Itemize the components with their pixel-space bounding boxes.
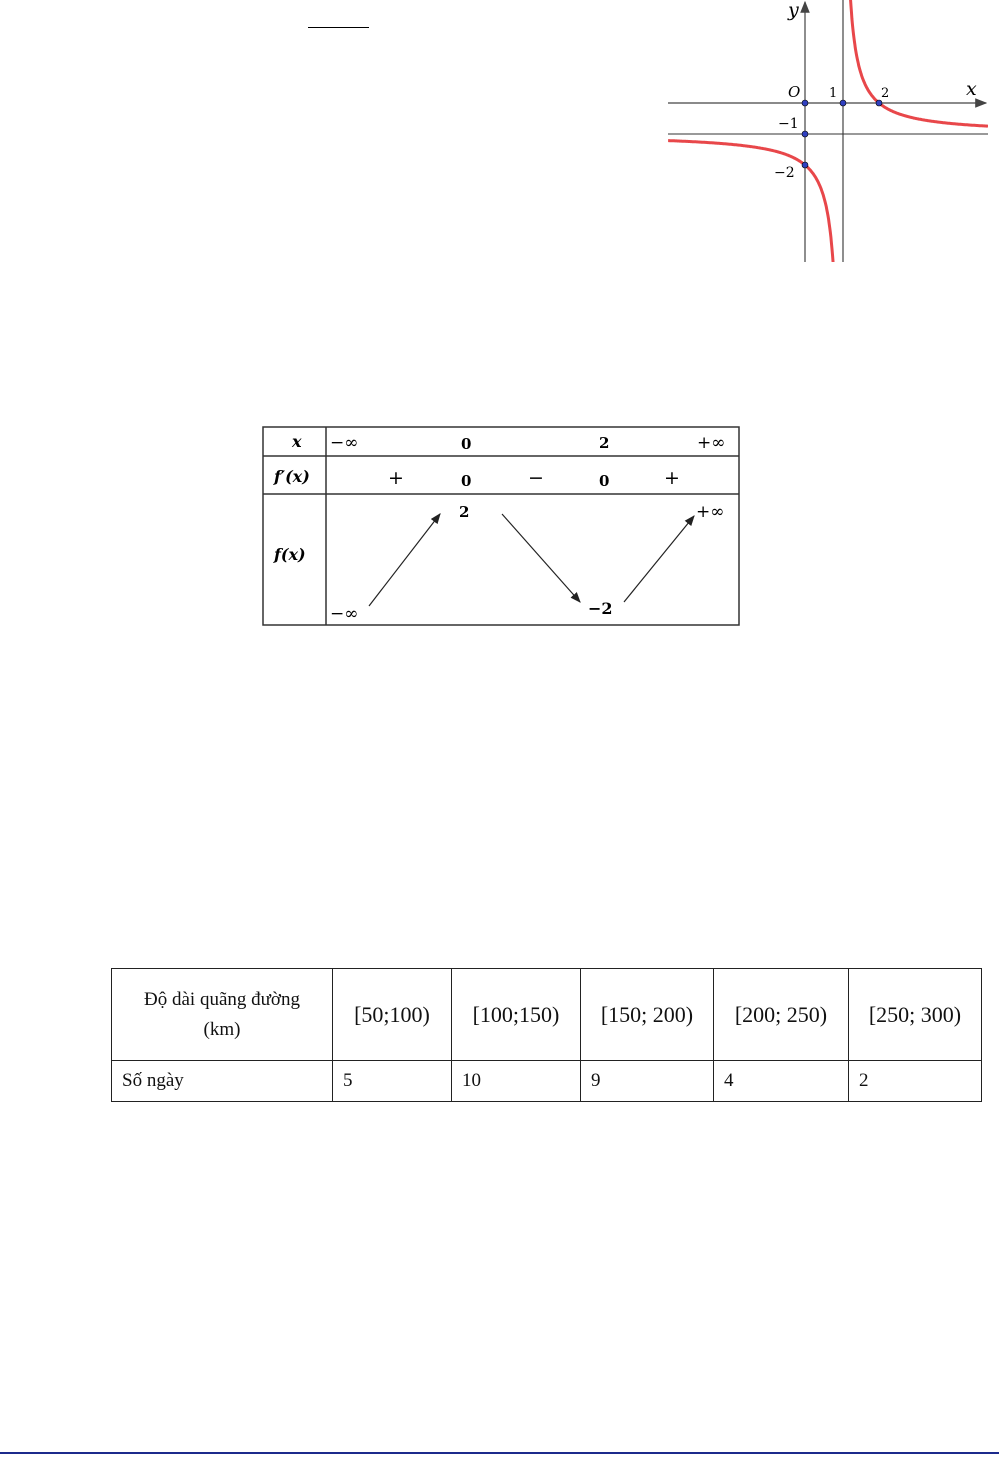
fraction-bar <box>308 27 369 28</box>
interval-cell: [50;100) <box>333 969 452 1061</box>
sign: + <box>664 467 680 489</box>
sign: + <box>388 467 404 489</box>
point-ym1 <box>802 131 808 137</box>
point-x1 <box>840 100 846 106</box>
curve-left-branch <box>668 141 833 262</box>
x-value: 0 <box>461 435 472 453</box>
interval-cell: [200; 250) <box>714 969 849 1061</box>
count-cell: 4 <box>714 1061 849 1102</box>
label-x: x <box>966 78 977 100</box>
page-bottom-rule <box>0 1452 999 1454</box>
count-cell: 5 <box>333 1061 452 1102</box>
count-cell: 10 <box>452 1061 581 1102</box>
sign: 0 <box>599 472 610 490</box>
label-origin: O <box>788 83 801 101</box>
interval-cell: [250; 300) <box>849 969 982 1061</box>
variation-table <box>262 426 740 626</box>
x-value: 2 <box>599 434 610 452</box>
table-row <box>112 1061 982 1102</box>
f-value-start: −∞ <box>330 604 359 624</box>
interval-cell: [100;150) <box>452 969 581 1061</box>
f-value-end: +∞ <box>696 502 725 522</box>
row-label-x: x <box>292 432 302 451</box>
row-label-fprime: f′(x) <box>274 467 310 486</box>
label-1: 1 <box>829 86 838 101</box>
header-label: Độ dài quãng đường <box>144 988 300 1010</box>
count-label: Số ngày <box>112 1061 333 1102</box>
f-value-min: −2 <box>588 599 613 618</box>
curve-right-branch <box>851 0 989 126</box>
frequency-table <box>111 968 982 1102</box>
table-row <box>112 969 982 1061</box>
row-label-f: f(x) <box>274 545 306 564</box>
point-ym2 <box>802 162 808 168</box>
header-cell <box>112 969 333 1061</box>
header-unit: (km) <box>203 1018 241 1040</box>
function-graph <box>668 0 988 262</box>
x-value: +∞ <box>697 433 726 453</box>
f-value-max: 2 <box>459 503 470 521</box>
x-value: −∞ <box>330 433 359 453</box>
label-minus-2: −2 <box>774 165 795 181</box>
sign: 0 <box>461 472 472 490</box>
count-cell: 9 <box>581 1061 714 1102</box>
count-cell: 2 <box>849 1061 982 1102</box>
interval-cell: [150; 200) <box>581 969 714 1061</box>
label-y: y <box>788 0 799 21</box>
point-origin <box>802 100 808 106</box>
label-2: 2 <box>881 86 890 101</box>
sign: − <box>528 467 544 489</box>
label-minus-1: −1 <box>778 116 799 132</box>
